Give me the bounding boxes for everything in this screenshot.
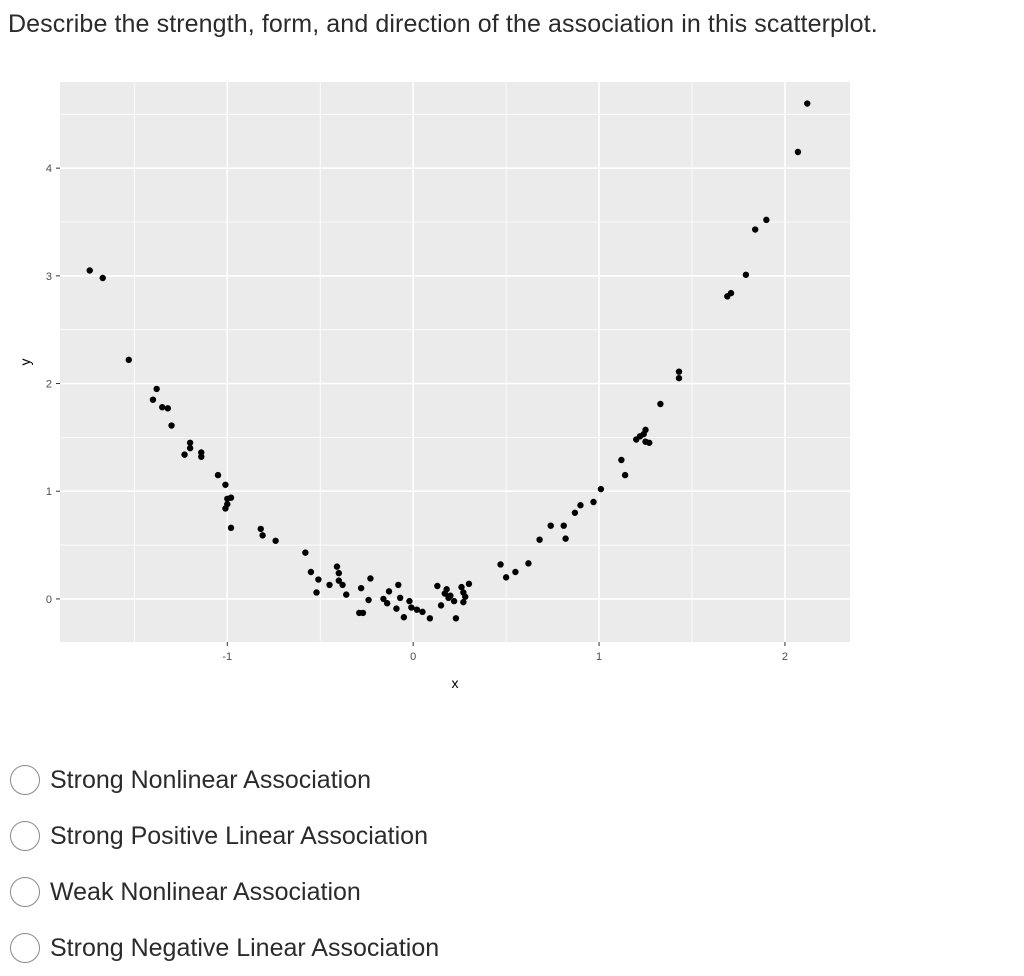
x-tick-label: -1 (222, 651, 233, 663)
data-point (367, 575, 373, 581)
x-tick-label: 0 (410, 651, 417, 663)
data-point (590, 499, 596, 505)
y-axis-label: y (17, 358, 33, 366)
data-point (795, 149, 801, 155)
scatterplot-chart (0, 70, 870, 710)
x-axis (222, 642, 788, 663)
data-point (434, 583, 440, 589)
data-point (406, 598, 412, 604)
data-point (326, 582, 332, 588)
data-point (365, 597, 371, 603)
y-axis (46, 163, 60, 606)
answer-options (10, 752, 439, 976)
data-point (336, 570, 342, 576)
data-point (497, 561, 503, 567)
data-point (258, 526, 264, 532)
radio-button[interactable] (10, 765, 40, 795)
data-point (447, 592, 453, 598)
x-tick-label: 1 (595, 651, 603, 663)
data-point (752, 226, 758, 232)
data-point (642, 427, 648, 433)
data-point (168, 422, 174, 428)
data-point (453, 615, 459, 621)
data-point (126, 357, 132, 363)
data-point (743, 272, 749, 278)
data-point (334, 563, 340, 569)
data-point (222, 482, 228, 488)
data-point (443, 586, 449, 592)
data-point (272, 538, 278, 544)
data-point (358, 585, 364, 591)
data-point (228, 494, 234, 500)
data-point (577, 502, 583, 508)
data-point (302, 549, 308, 555)
radio-button[interactable] (10, 821, 40, 851)
data-point (548, 522, 554, 528)
data-point (438, 602, 444, 608)
data-point (408, 604, 414, 610)
data-point (466, 581, 472, 587)
data-point (198, 454, 204, 460)
data-point (728, 290, 734, 296)
option-label: Strong Negative Linear Association (50, 933, 440, 962)
data-point (763, 217, 769, 223)
option-weak-nonlinear[interactable] (10, 864, 439, 920)
data-point (598, 486, 604, 492)
data-point (313, 589, 319, 595)
data-point (512, 569, 518, 575)
x-tick-label: 2 (781, 651, 789, 663)
data-point (315, 576, 321, 582)
data-point (646, 440, 652, 446)
option-strong-positive-linear[interactable] (10, 808, 439, 864)
data-point (401, 614, 407, 620)
data-point (356, 610, 362, 616)
data-point (153, 386, 159, 392)
data-point (339, 582, 345, 588)
data-point (343, 591, 349, 597)
data-point (414, 606, 420, 612)
y-tick-label: 4 (45, 163, 52, 176)
data-point (386, 588, 392, 594)
data-point (215, 472, 221, 478)
data-point (460, 599, 466, 605)
data-point (503, 574, 509, 580)
y-tick-label: 0 (45, 593, 52, 606)
data-point (393, 605, 399, 611)
data-point (87, 267, 93, 273)
option-label: Strong Nonlinear Association (50, 765, 372, 794)
option-strong-negative-linear[interactable] (10, 920, 439, 976)
data-point (427, 615, 433, 621)
data-point (525, 560, 531, 566)
data-point (181, 451, 187, 457)
option-strong-nonlinear[interactable] (10, 752, 439, 808)
option-label: Strong Positive Linear Association (50, 821, 428, 850)
radio-button[interactable] (10, 933, 40, 963)
data-point (536, 536, 542, 542)
data-point (384, 600, 390, 606)
data-point (572, 510, 578, 516)
data-point (165, 405, 171, 411)
x-axis-label: x (451, 675, 459, 691)
data-point (618, 457, 624, 463)
data-point (804, 100, 810, 106)
data-point (419, 609, 425, 615)
option-label: Weak Nonlinear Association (50, 877, 361, 906)
data-point (187, 445, 193, 451)
data-point (100, 275, 106, 281)
data-point (561, 522, 567, 528)
data-point (150, 396, 156, 402)
question-text: Describe the strength, form, and direction of the association in this scatterplot. (8, 10, 878, 38)
data-point (676, 375, 682, 381)
data-point (622, 472, 628, 478)
data-point (395, 582, 401, 588)
y-tick-label: 2 (45, 378, 52, 391)
y-tick-label: 1 (45, 486, 52, 499)
data-point (259, 532, 265, 538)
data-point (397, 595, 403, 601)
data-point (562, 535, 568, 541)
data-point (676, 368, 682, 374)
radio-button[interactable] (10, 877, 40, 907)
data-point (222, 505, 228, 511)
data-point (657, 401, 663, 407)
data-point (228, 525, 234, 531)
data-point (451, 598, 457, 604)
y-tick-label: 3 (45, 270, 52, 283)
data-point (159, 404, 165, 410)
data-point (308, 569, 314, 575)
plot-panel (60, 82, 850, 642)
